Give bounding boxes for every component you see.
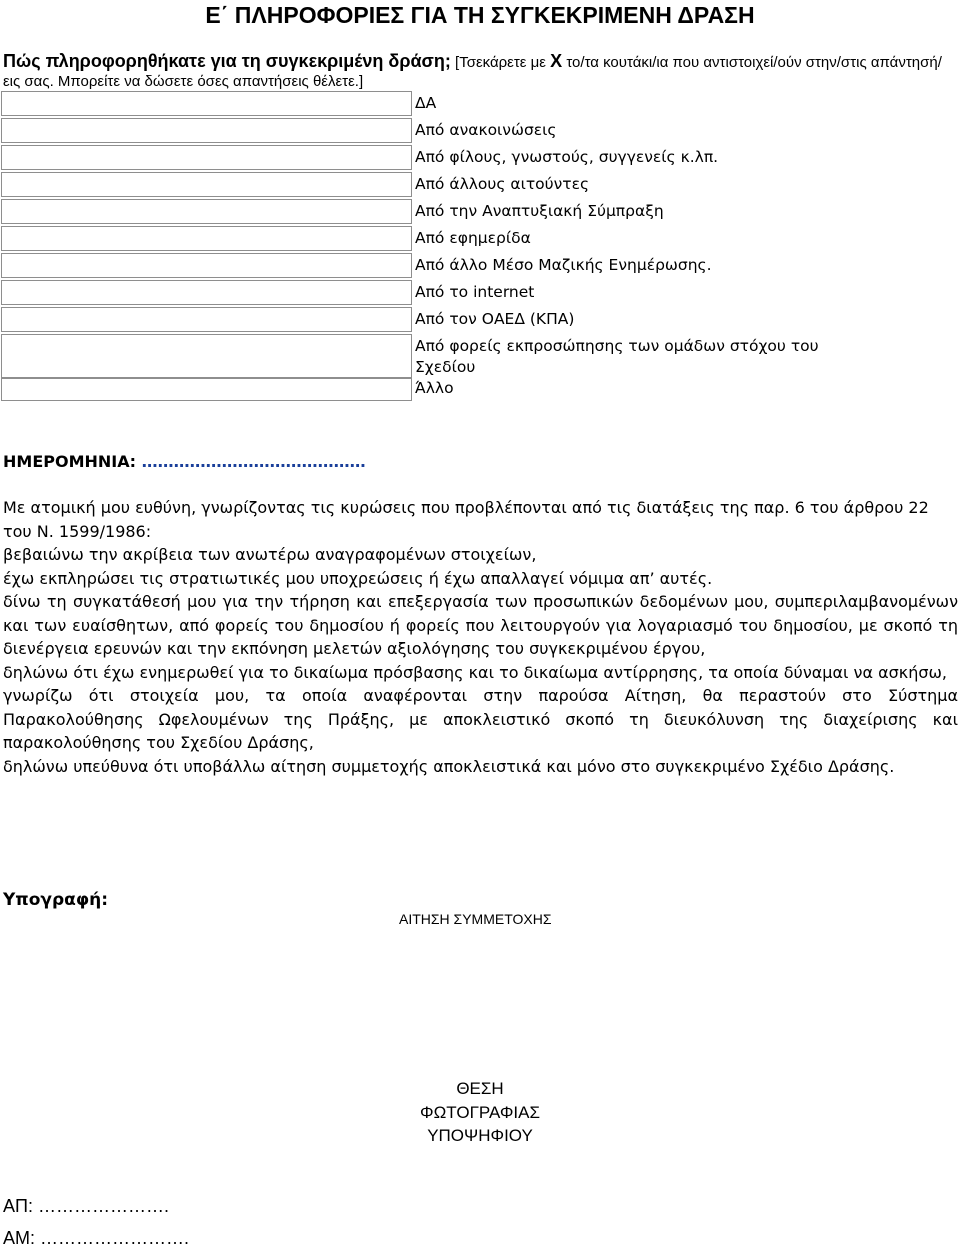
- photo-line: ΦΩΤΟΓΡΑΦΙΑΣ: [420, 1102, 540, 1122]
- photo-line: ΘΕΣΗ: [456, 1079, 504, 1098]
- ap-blank[interactable]: ………………….: [38, 1196, 170, 1216]
- ap-label: ΑΠ:: [3, 1196, 34, 1216]
- photo-placeholder: [380, 1077, 580, 1148]
- declaration-intro: Με ατομική μου ευθύνη, γνωρίζοντας τις κυρώσεις που προβλέπονται από τις διατάξεις της παρ. 6 του άρθρου 22 του Ν. 1599/1986:: [3, 498, 929, 541]
- option-checkbox[interactable]: [1, 91, 412, 116]
- am-field: [3, 1228, 189, 1249]
- option-label: ΔΑ: [415, 94, 437, 112]
- option-label: Από άλλο Μέσο Μαζικής Ενημέρωσης.: [415, 256, 712, 274]
- option-checkbox[interactable]: [1, 307, 412, 332]
- option-label: Από άλλους αιτούντες: [415, 175, 590, 193]
- date-label: ΗΜΕΡΟΜΗΝΙΑ:: [3, 452, 137, 471]
- option-checkbox[interactable]: [1, 253, 412, 278]
- option-label: Από φίλους, γνωστούς, συγγενείς κ.λπ.: [415, 148, 719, 166]
- option-label: Από ανακοινώσεις: [415, 121, 557, 139]
- option-checkbox[interactable]: [1, 172, 412, 197]
- instruction-post: το/τα κουτάκι/ια που αντιστοιχεί/ούν στην/στις απάντησή/εις σας. Μπορείτε να δώσετε όσες απαντήσεις θέλετε.]: [3, 54, 942, 90]
- page-title: Ε΄ ΠΛΗΡΟΦΟΡΙΕΣ ΓΙΑ ΤΗ ΣΥΓΚΕΚΡΙΜΕΝΗ ΔΡΑΣΗ: [205, 2, 755, 28]
- signature-label: Υπογραφή:: [3, 890, 109, 910]
- declaration-line: έχω εκπληρώσει τις στρατιωτικές μου υποχρεώσεις ή έχω απαλλαγεί νόμιμα απ’ αυτές.: [3, 568, 713, 588]
- question: [3, 52, 958, 91]
- option-label: Από τον ΟΑΕΔ (ΚΠΑ): [415, 310, 575, 328]
- option-label: Από εφημερίδα: [415, 229, 531, 247]
- option-checkbox[interactable]: [1, 280, 412, 305]
- option-checkbox[interactable]: [1, 199, 412, 224]
- ap-field: [3, 1196, 169, 1217]
- declaration-line: δίνω τη συγκατάθεσή μου για την τήρηση και επεξεργασία των προσωπικών δεδομένων μου, συμπεριλαμβανομένων και των ευαίσθητων, από φορείς του δημοσίου ή φορείς που λειτουργούν για λογαριασμό του δημοσίου, με σκοπό τη διενέργεια ερευνών και την εκπόνηση μελετών αξιολόγησης του συγκεκριμένου έργου,: [3, 592, 958, 658]
- declaration-line: βεβαιώνω την ακρίβεια των ανωτέρω αναγραφομένων στοιχείων,: [3, 545, 537, 564]
- option-checkbox[interactable]: [1, 226, 412, 251]
- declaration-line: δηλώνω υπεύθυνα ότι υποβάλλω αίτηση συμμετοχής αποκλειστικά και μόνο στο συγκεκριμένο Σχέδιο Δράσης.: [3, 756, 895, 776]
- instruction-pre: [Τσεκάρετε με: [455, 54, 546, 71]
- option-label: Από την Αναπτυξιακή Σύμπραξη: [415, 202, 664, 220]
- am-label: ΑΜ:: [3, 1228, 36, 1248]
- option-label: Από το internet: [415, 283, 535, 301]
- option-checkbox[interactable]: [1, 118, 412, 143]
- declaration: [3, 496, 958, 778]
- photo-line: ΥΠΟΨΗΦΙΟΥ: [427, 1126, 533, 1145]
- declaration-line: δηλώνω ότι έχω ενημερωθεί για το δικαίωμα πρόσβασης και το δικαίωμα αντίρρησης, τα οποία δύναμαι να ασκήσω,: [3, 662, 947, 682]
- application-title: ΑΙΤΗΣΗ ΣΥΜΜΕΤΟΧΗΣ: [399, 911, 552, 927]
- option-label: Άλλο: [415, 379, 454, 397]
- date-blank[interactable]: ……………………………………: [141, 452, 366, 471]
- instruction-mark: X: [550, 51, 563, 71]
- am-blank[interactable]: …………………….: [40, 1228, 190, 1248]
- question-text: Πώς πληροφορηθήκατε για τη συγκεκριμένη δράση;: [3, 51, 451, 71]
- option-checkbox[interactable]: [1, 378, 412, 401]
- date-field: [3, 452, 366, 471]
- option-checkbox[interactable]: [1, 334, 412, 378]
- option-checkbox[interactable]: [1, 145, 412, 170]
- option-label: Από φορείς εκπροσώπησης των ομάδων στόχου του Σχεδίου: [415, 337, 819, 376]
- declaration-line: γνωρίζω ότι στοιχεία μου, τα οποία αναφέρονται στην παρούσα Αίτηση, θα περαστούν στο Σύστημα Παρακολούθησης Ωφελουμένων της Πράξης, με αποκλειστικό σκοπό τη διευκόλυνση της διαχείρισης και παρακολούθησης του Σχεδίου Δράσης,: [3, 686, 958, 752]
